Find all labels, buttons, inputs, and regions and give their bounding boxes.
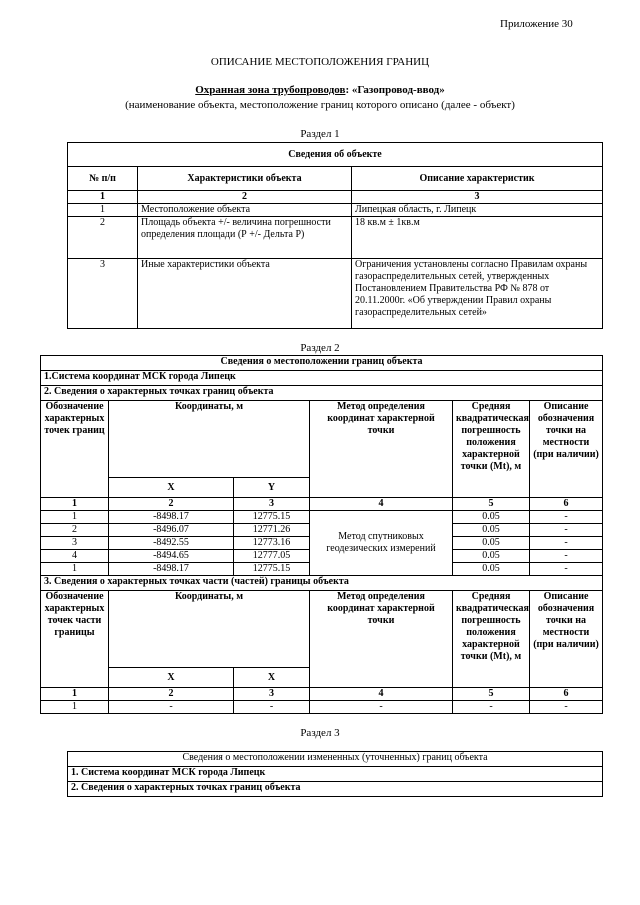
object-note: (наименование объекта, местоположение границ которого описано (далее - объект): [125, 99, 515, 111]
s2-header-point: Обозначение характерных точек границ: [41, 401, 109, 498]
table-row: [41, 511, 603, 524]
section2-part-title: 3. Сведения о характерных точках части (частей) границы объекта: [41, 576, 603, 591]
section3-label: Раздел 3: [300, 727, 340, 739]
cell-desc: -: [530, 563, 603, 576]
cell-desc: 18 кв.м ± 1кв.м: [352, 217, 603, 259]
s2p-num-1: 1: [41, 688, 109, 701]
table-row: [68, 204, 603, 217]
s2-header-coords: Координаты, м: [109, 401, 310, 478]
s2-num-4: 4: [310, 498, 453, 511]
cell-desc: -: [530, 524, 603, 537]
s2-num-5: 5: [453, 498, 530, 511]
cell-method: Метод спутниковых геодезических измерений: [310, 511, 453, 576]
section3-title: Сведения о местоположении измененных (уточненных) границ объекта: [68, 752, 603, 767]
cell-point: 1: [41, 563, 109, 576]
cell-char: Местоположение объекта: [138, 204, 352, 217]
appendix-label: Приложение 30: [500, 18, 573, 30]
s2p-header-coords: Координаты, м: [109, 591, 310, 668]
object-prefix: Охранная зона трубопроводов: [195, 84, 346, 96]
s2p-header-x: X: [109, 668, 234, 688]
cell-point: 3: [41, 537, 109, 550]
cell-y: -: [234, 701, 310, 714]
object-title: [0, 84, 640, 96]
section3-points-title: 2. Сведения о характерных точках границ объекта: [68, 782, 603, 797]
s2p-header-point: Обозначение характерных точек части границы: [41, 591, 109, 688]
cell-desc: -: [530, 701, 603, 714]
cell-mt: 0.05: [453, 524, 530, 537]
section3-system: 1. Система координат МСК города Липецк: [68, 767, 603, 782]
cell-desc: -: [530, 511, 603, 524]
cell-point: 1: [41, 511, 109, 524]
cell-x: -8498.17: [109, 511, 234, 524]
s2-num-2: 2: [109, 498, 234, 511]
cell-y: 12775.15: [234, 563, 310, 576]
section2-title: Сведения о местоположении границ объекта: [41, 356, 603, 371]
section2-system: 1.Система координат МСК города Липецк: [41, 371, 603, 386]
s1-header-num: № п/п: [68, 167, 138, 191]
cell-x: -8498.17: [109, 563, 234, 576]
cell-x: -8496.07: [109, 524, 234, 537]
section1-label: Раздел 1: [300, 128, 340, 140]
s1-num-1: 1: [68, 191, 138, 204]
cell-y: 12775.15: [234, 511, 310, 524]
table-row: [68, 259, 603, 329]
s1-header-char: Характеристики объекта: [138, 167, 352, 191]
section2-label: Раздел 2: [300, 342, 340, 354]
table-row: [41, 701, 603, 714]
s2p-num-3: 3: [234, 688, 310, 701]
cell-mt: -: [453, 701, 530, 714]
s2-header-method: Метод определения координат характерной точки: [310, 401, 453, 498]
s2p-header-error: Средняя квадратическая погрешность положения характерной точки (Mt), м: [453, 591, 530, 688]
cell-num: 2: [68, 217, 138, 259]
section1-table: [67, 142, 603, 329]
table-row: [68, 217, 603, 259]
cell-mt: 0.05: [453, 537, 530, 550]
section2-points-title: 2. Сведения о характерных точках границ объекта: [41, 386, 603, 401]
object-name: : «Газопровод-ввод»: [345, 84, 445, 96]
s2p-num-6: 6: [530, 688, 603, 701]
cell-point: 4: [41, 550, 109, 563]
cell-num: 3: [68, 259, 138, 329]
cell-point: 2: [41, 524, 109, 537]
cell-x: -: [109, 701, 234, 714]
s2p-header-method: Метод определения координат характерной точки: [310, 591, 453, 688]
cell-mt: 0.05: [453, 563, 530, 576]
cell-x: -8492.55: [109, 537, 234, 550]
s2-num-3: 3: [234, 498, 310, 511]
s2-num-1: 1: [41, 498, 109, 511]
cell-method: -: [310, 701, 453, 714]
cell-num: 1: [68, 204, 138, 217]
s2-header-y: Y: [234, 478, 310, 498]
s2-header-desc: Описание обозначения точки на местности (при наличии): [530, 401, 603, 498]
s2p-header-desc: Описание обозначения точки на местности (при наличии): [530, 591, 603, 688]
cell-mt: 0.05: [453, 511, 530, 524]
cell-desc: Ограничения установлены согласно Правилам охраны газораспределительных сетей, утвержденных Постановлением Правительства РФ № 878 от 20.11.2000г. «Об утверждении Правил охраны газораспределительных сетей»: [352, 259, 603, 329]
cell-char: Площадь объекта +/- величина погрешности определения площади (Р +/- Дельта Р): [138, 217, 352, 259]
cell-desc: -: [530, 537, 603, 550]
cell-point: 1: [41, 701, 109, 714]
cell-mt: 0.05: [453, 550, 530, 563]
cell-desc: Липецкая область, г. Липецк: [352, 204, 603, 217]
section2-table: [40, 355, 603, 714]
page-title: ОПИСАНИЕ МЕСТОПОЛОЖЕНИЯ ГРАНИЦ: [210, 56, 430, 68]
s2p-num-2: 2: [109, 688, 234, 701]
section3-table: [67, 751, 603, 797]
cell-y: 12773.16: [234, 537, 310, 550]
s1-num-3: 3: [352, 191, 603, 204]
s1-header-desc: Описание характеристик: [352, 167, 603, 191]
cell-y: 12771.26: [234, 524, 310, 537]
cell-desc: -: [530, 550, 603, 563]
s2p-header-x-second: X: [234, 668, 310, 688]
s1-num-2: 2: [138, 191, 352, 204]
s2-header-error: Средняя квадратическая погрешность положения характерной точки (Mt), м: [453, 401, 530, 498]
s2-num-6: 6: [530, 498, 603, 511]
s2-header-x: X: [109, 478, 234, 498]
cell-x: -8494.65: [109, 550, 234, 563]
section1-title: Сведения об объекте: [68, 143, 603, 167]
s2p-num-4: 4: [310, 688, 453, 701]
cell-y: 12777.05: [234, 550, 310, 563]
s2p-num-5: 5: [453, 688, 530, 701]
cell-char: Иные характеристики объекта: [138, 259, 352, 329]
